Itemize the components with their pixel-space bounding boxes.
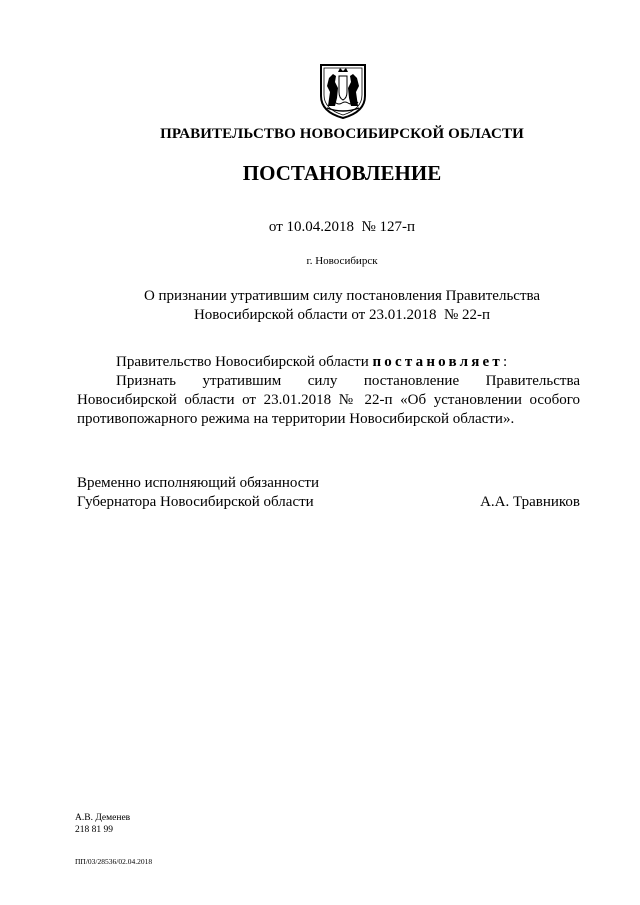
city: г. Новосибирск <box>306 255 378 267</box>
intro-suffix: : <box>502 354 508 370</box>
signatory-position-line-2: Губернатора Новосибирской области <box>77 494 314 510</box>
document-type: ПОСТАНОВЛЕНИЕ <box>242 161 442 185</box>
date-and-number: от 10.04.2018 № 127-п <box>268 219 416 235</box>
intro-paragraph <box>77 353 580 372</box>
signatory-position-line-1: Временно исполняющий обязанности <box>77 475 320 491</box>
subject-line-2: Новосибирской области от 23.01.2018 № 22-п <box>193 307 491 323</box>
organization-name: ПРАВИТЕЛЬСТВО НОВОСИБИРСКОЙ ОБЛАСТИ <box>160 126 524 142</box>
registration-number: ПП/03/28536/02.04.2018 <box>75 857 153 866</box>
executor-phone: 218 81 99 <box>75 825 113 835</box>
executor-name: А.В. Деменев <box>75 813 131 823</box>
document-subject <box>22 287 640 325</box>
coat-of-arms-icon <box>318 62 368 120</box>
signatory-name: А.А. Травников <box>480 494 580 510</box>
executor-info <box>75 812 130 836</box>
intro-prefix: Правительство Новосибирской области <box>116 354 373 370</box>
subject-line-1: О признании утратившим силу постановления Правительства <box>143 288 541 304</box>
signatory-position <box>77 474 319 512</box>
resolution-paragraph: Признать утратившим силу постановление Правительства Новосибирской области от 23.01.2018 № 22-п «Об установлении особого противопожарного режима на территории Новосибирской области». <box>77 373 580 427</box>
document-body <box>77 353 580 429</box>
resolution-verb: постановляет <box>372 354 503 370</box>
